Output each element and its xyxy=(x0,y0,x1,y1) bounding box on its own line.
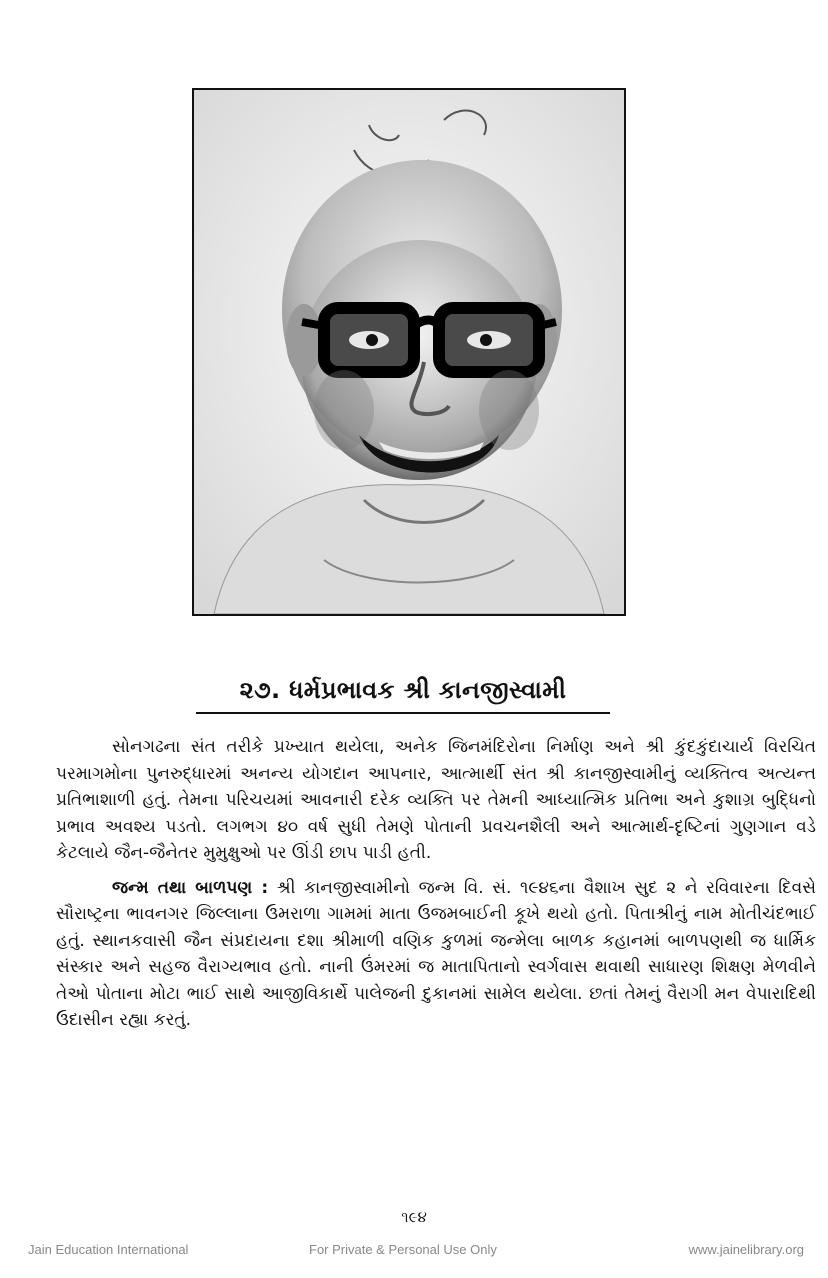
paragraph-text: સોનગઢના સંત તરીકે પ્રખ્યાત થયેલા, અનેક જિનમંદિરોના નિર્માણ અને શ્રી કુંદકુંદાચાર્ય વિરચિત પરમાગમોના પુનરુદ્ધારમાં અનન્ય યોગદાન આપનાર, આત્માર્થી સંત શ્રી કાનજીસ્વામીનું વ્યક્તિત્વ અત્યન્ત પ્રતિભાશાળી હતું. તેમના પરિચયમાં આવનારી દરેક વ્યક્તિ પર તેમની આધ્યાત્મિક પ્રતિભા અને કુશાગ્ર બુદ્ધિનો પ્રભાવ અવશ્ય પડતો. લગભગ ૪૦ વર્ષ સુધી તેમણે પોતાની પ્રવચનશૈલી અને આત્માર્થ-દૃષ્ટિનાં ગુણગાન વડે કેટલાયે જૈન-જૈનેતર મુમુક્ષુઓ પર ઊંડી છાપ પાડી હતી. xyxy=(56,737,817,863)
portrait-illustration xyxy=(194,90,624,614)
paragraph-text: શ્રી કાનજીસ્વામીનો જન્મ વિ. સં. ૧૯૪૬ના વૈશાખ સુદ ૨ ને રવિવારના દિવસે સૌરાષ્ટ્રના ભાવનગર જિલ્લાના ઉમરાળા ગામમાં માતા ઉજમબાઈની કૂખે થયો હતો. પિતાશ્રીનું નામ મોતીચંદભાઈ હતું. સ્થાનકવાસી જૈન સંપ્રદાયના દશા શ્રીમાળી વણિક કુળમાં જન્મેલા બાળક કહાનમાં બાળપણથી જ ધાર્મિક સંસ્કાર અને સહજ વૈરાગ્યભાવ હતો. નાની ઉંમરમાં જ માતાપિતાનો સ્વર્ગવાસ થવાથી સાધારણ શિક્ષણ મેળવીને તેઓ પોતાના મોટા ભાઈ સાથે આજીવિકાર્થે પાલેજની દુકાનમાં સામેલ થયેલા. છતાં તેમનું વૈરાગી મન વેપારાદિથી ઉદાસીન રહ્યા કરતું. xyxy=(56,877,816,1030)
footer-usage-note: For Private & Personal Use Only xyxy=(309,1242,497,1257)
page-title: ૨૭. ધર્મપ્રભાવક શ્રી કાનજીસ્વામી xyxy=(239,676,567,704)
article-body xyxy=(56,734,816,1034)
footer-website-link[interactable]: www.jainelibrary.org xyxy=(688,1242,804,1257)
footer xyxy=(0,1238,828,1262)
footer-publisher: Jain Education International xyxy=(28,1242,189,1257)
title-underline xyxy=(196,670,610,714)
page-number: ૧૯૪ xyxy=(401,1208,427,1226)
portrait-photo xyxy=(192,88,626,616)
section-heading-birth-childhood: જન્મ તથા બાળપણ : xyxy=(112,877,269,898)
paragraph-birth-childhood xyxy=(56,875,816,1034)
paragraph-intro xyxy=(56,734,816,867)
